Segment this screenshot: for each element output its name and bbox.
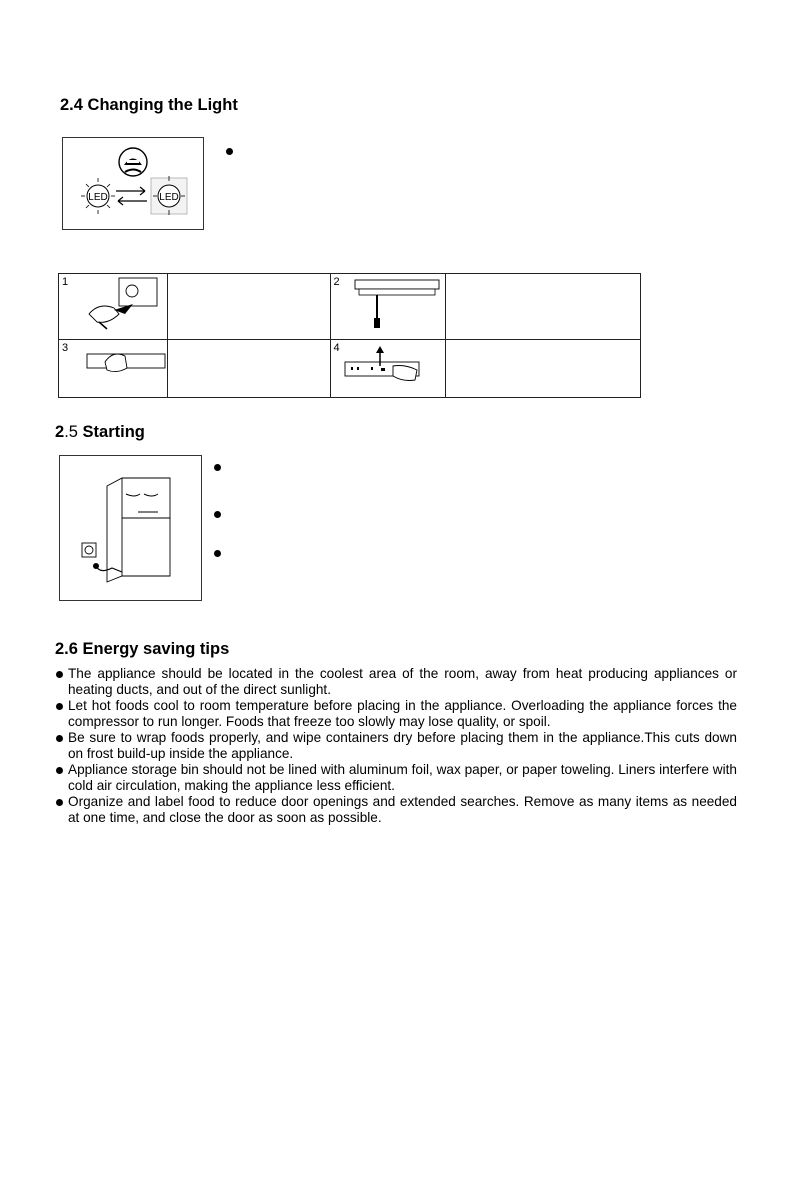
bullet (56, 735, 63, 742)
tip-text: Appliance storage bin should not be lined with aluminum foil, wax paper, or paper toweling. Liners interfere with cold air circulation, making the appliance less efficient. (68, 762, 737, 793)
section-number-sub: .5 (64, 423, 78, 441)
step-number: 1 (62, 276, 69, 288)
section-number-main: 2 (55, 423, 65, 441)
step-text-cell (168, 340, 331, 398)
bullet (56, 671, 63, 678)
step-image-cell (330, 274, 445, 340)
fridge-plug-icon (60, 456, 201, 600)
step-image-cell (330, 340, 445, 398)
bullet (214, 550, 221, 557)
list-item (55, 794, 737, 826)
list-item (55, 698, 737, 730)
step-image-cell (59, 274, 168, 340)
led-illustration (62, 137, 204, 230)
fridge-illustration (59, 455, 202, 601)
bullet (214, 511, 221, 518)
bullet (56, 799, 63, 806)
list-item (55, 666, 737, 698)
energy-tips-list (55, 666, 737, 826)
tip-text: Be sure to wrap foods properly, and wipe containers dry before placing them in the appliance.This cuts down on frost build-up inside the appliance. (68, 730, 737, 761)
bullet (214, 464, 221, 471)
list-item (55, 730, 737, 762)
step-text-cell (445, 274, 640, 340)
section-number: 2.6 (55, 640, 78, 658)
section-heading-starting (55, 423, 145, 442)
step-text-cell (168, 274, 331, 340)
led-label-left: LED (88, 192, 108, 203)
section-heading-energy (55, 640, 229, 659)
list-item (55, 762, 737, 794)
bullet (56, 703, 63, 710)
step-number: 4 (333, 342, 340, 354)
step-number: 2 (333, 276, 340, 288)
bullet (56, 767, 63, 774)
section-heading-light (60, 96, 238, 115)
step-number: 3 (62, 342, 69, 354)
light-cover-icon (331, 274, 445, 334)
section-number: 2.4 (60, 96, 83, 114)
led-swap-icon (63, 138, 203, 229)
section-number (55, 423, 78, 441)
section-title: Starting (82, 423, 145, 441)
light-steps-table (58, 273, 641, 398)
remove-cover-icon (59, 340, 167, 392)
section-title: Changing the Light (87, 96, 238, 114)
section-title: Energy saving tips (82, 640, 230, 658)
step-image-cell (59, 340, 168, 398)
unplug-icon (59, 274, 167, 334)
replace-board-icon (331, 340, 445, 392)
led-label-right: LED (159, 192, 179, 203)
step-text-cell (445, 340, 640, 398)
tip-text: Let hot foods cool to room temperature before placing in the appliance. Overloading the appliance forces the compressor to run longer. Foods that freeze too slowly may lose quality, or spoil. (68, 698, 737, 729)
tip-text: Organize and label food to reduce door openings and extended searches. Remove as many items as needed at one time, and close the door as soon as possible. (68, 794, 737, 825)
tip-text: The appliance should be located in the coolest area of the room, away from heat producing appliances or heating ducts, and out of the direct sunlight. (68, 666, 737, 697)
bullet (226, 148, 233, 155)
